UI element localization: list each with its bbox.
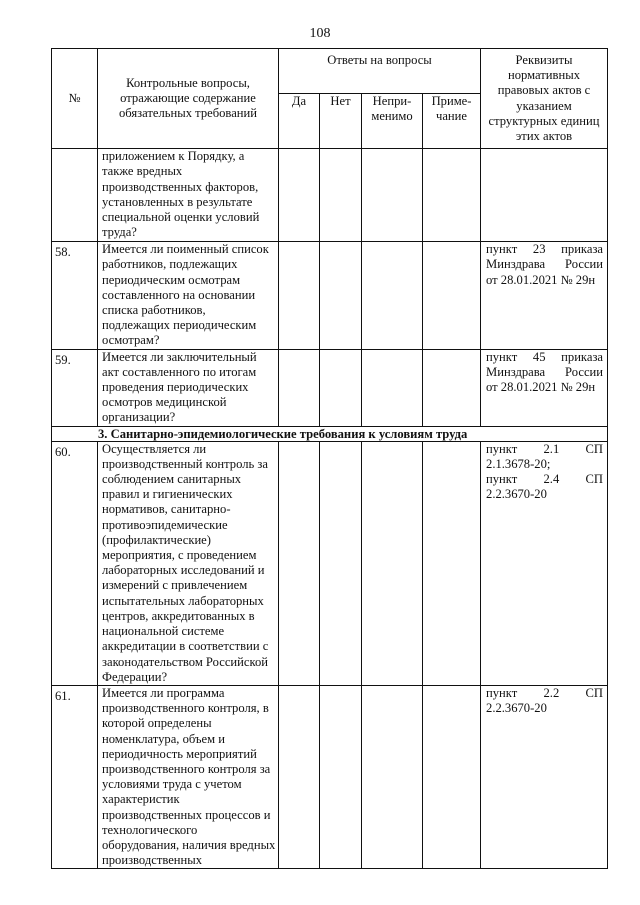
header-question: Контрольные вопросы, отражающие содержание обязательных требований (98, 49, 279, 149)
answer-yes-cell (279, 441, 320, 685)
table-row (52, 441, 608, 685)
header-num: № (52, 49, 98, 149)
answer-na-cell (362, 685, 423, 868)
ref-line: от 28.01.2021 № 29н (486, 380, 596, 395)
row-question: Имеется ли программа производственного контроля, в которой определены номенклатура, объем и периодичность мероприятий производственного контроля за условиями труда с учетом характеристик производственных процессов и технологического оборудования, наличия вредных производственных (98, 685, 279, 868)
answer-na-cell (362, 441, 423, 685)
ref-line: пункт 2.1 СП (486, 441, 604, 456)
answer-yes-cell (279, 349, 320, 426)
row-question: Имеется ли заключительный акт составленного по итогам проведения периодических осмотров медицинской организации? (98, 349, 279, 426)
ref-line: пункт 2.4 СП (486, 472, 604, 487)
row-refs (481, 685, 608, 868)
table-row (52, 242, 608, 349)
ref-line: 2.1.3678-20; (486, 456, 551, 471)
answer-no-cell (320, 242, 362, 349)
answer-yes-cell (279, 242, 320, 349)
row-refs (481, 149, 608, 242)
table-row (52, 685, 608, 868)
header-answers: Ответы на вопросы (279, 49, 481, 94)
header-note: Приме-чание (423, 93, 481, 148)
row-number: 60. (52, 441, 98, 685)
answer-na-cell (362, 242, 423, 349)
ref-line: Минздрава России (486, 364, 604, 379)
answer-no-cell (320, 149, 362, 242)
row-number: 58. (52, 242, 98, 349)
row-refs (481, 441, 608, 685)
page-number: 108 (309, 26, 331, 41)
answer-no-cell (320, 441, 362, 685)
answer-note-cell (423, 149, 481, 242)
row-number: 59. (52, 349, 98, 426)
table-header-row-1 (52, 49, 608, 94)
answer-note-cell (423, 242, 481, 349)
header-yes: Да (279, 93, 320, 148)
row-refs (481, 242, 608, 349)
ref-line: пункт 2.2 СП (486, 685, 604, 700)
answer-note-cell (423, 685, 481, 868)
section-heading: 3. Санитарно-эпидемиологические требования к условиям труда (52, 426, 608, 441)
row-number: 61. (52, 685, 98, 868)
ref-line: 2.2.3670-20 (486, 487, 547, 502)
header-no: Нет (320, 93, 362, 148)
answer-na-cell (362, 349, 423, 426)
answer-yes-cell (279, 149, 320, 242)
ref-line: от 28.01.2021 № 29н (486, 272, 596, 287)
answer-note-cell (423, 349, 481, 426)
ref-line: Минздрава России (486, 257, 604, 272)
table-row (52, 349, 608, 426)
header-refs: Реквизиты нормативных правовых актов с указанием структурных единиц этих актов (481, 49, 608, 149)
answer-no-cell (320, 349, 362, 426)
row-question: Осуществляется ли производственный контроль за соблюдением санитарных правил и гигиенических нормативов, санитарно-противоэпидемические (профилактические) мероприятия, с проведением лабораторных исследований и измерений с привлечением испытательных лабораторных центров, аккредитованных в национальной системе аккредитации в соответствии с законодательством Российской Федерации? (98, 441, 279, 685)
answer-yes-cell (279, 685, 320, 868)
row-question: Имеется ли поименный список работников, подлежащих периодическим осмотрам составленного на основании списка работников, подлежащих периодическим осмотрам? (98, 242, 279, 349)
answer-note-cell (423, 441, 481, 685)
row-refs (481, 349, 608, 426)
ref-line: пункт 23 приказа (486, 242, 604, 257)
answer-na-cell (362, 149, 423, 242)
table-row (52, 149, 608, 242)
ref-line: пункт 45 приказа (486, 349, 604, 364)
row-question: приложением к Порядку, а также вредных производственных факторов, установленных в результате специальной оценки условий труда? (98, 149, 279, 242)
answer-no-cell (320, 685, 362, 868)
checklist-table (51, 48, 608, 869)
header-na: Непри-менимо (362, 93, 423, 148)
row-number (52, 149, 98, 242)
section-heading-row (52, 426, 608, 441)
ref-line: 2.2.3670-20 (486, 701, 547, 716)
